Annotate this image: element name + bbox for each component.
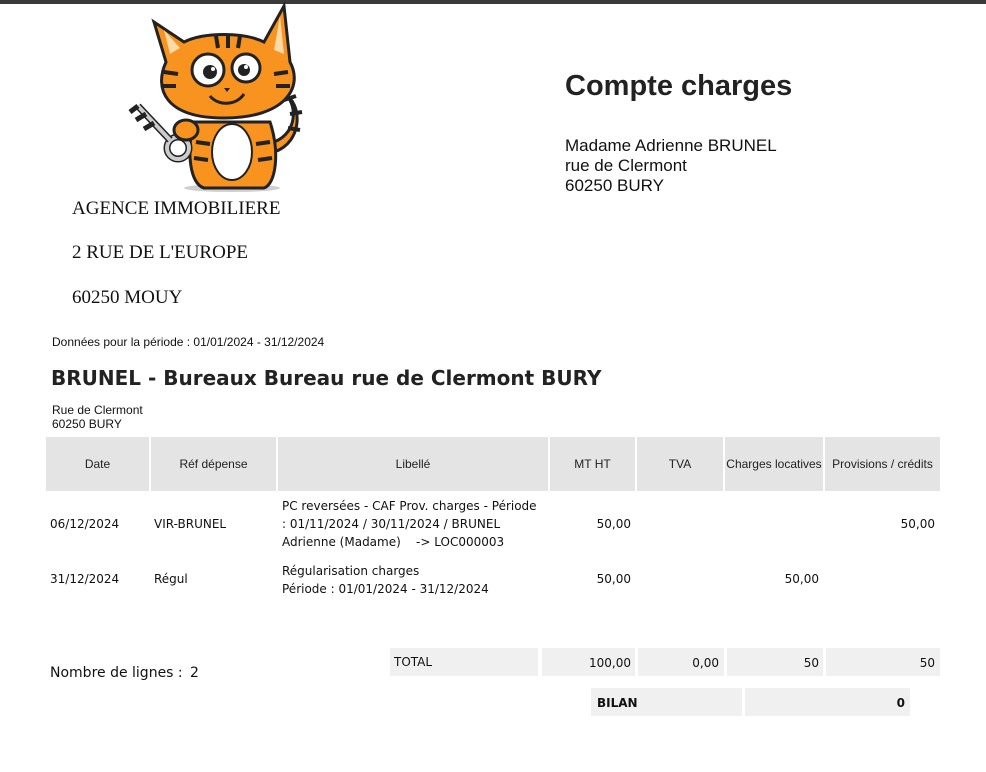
bilan-label: BILAN <box>597 696 638 710</box>
agency-name: AGENCE IMMOBILIERE <box>72 198 281 219</box>
total-charges: 50 <box>803 656 819 670</box>
column-header-charges: Charges locatives <box>725 437 823 491</box>
column-header-mt-ht: MT HT <box>550 437 635 491</box>
row-mt-ht: 50,00 <box>596 517 631 531</box>
total-label: TOTAL <box>394 655 433 669</box>
agency-city: 60250 MOUY <box>72 287 183 308</box>
property-city: 60250 BURY <box>52 417 122 431</box>
recipient-street: rue de Clermont <box>565 156 687 175</box>
row-date: 06/12/2024 <box>50 517 120 531</box>
column-header-date: Date <box>46 437 149 491</box>
line-count-label: Nombre de lignes : <box>50 665 183 681</box>
agency-logo-cat-icon <box>124 2 320 194</box>
row-provisions: 50,00 <box>900 517 935 531</box>
row-ref: VIR-BRUNEL <box>154 517 227 531</box>
column-header-tva: TVA <box>637 437 723 491</box>
column-header-provisions: Provisions / crédits <box>825 437 940 491</box>
total-provisions: 50 <box>919 656 935 670</box>
agency-street: 2 RUE DE L'EUROPE <box>72 242 249 263</box>
column-header-libelle: Libellé <box>278 437 548 491</box>
row-charges: 50,00 <box>784 572 819 586</box>
row-mt-ht: 50,00 <box>596 572 631 586</box>
total-tva: 0,00 <box>692 656 719 670</box>
property-street: Rue de Clermont <box>52 403 143 417</box>
row-libelle: Régularisation charges Période : 01/01/2024 - 31/12/2024 <box>282 564 489 596</box>
row-ref: Régul <box>154 572 188 586</box>
line-count-value: 2 <box>190 665 199 681</box>
row-libelle: PC reversées - CAF Prov. charges - Période : 01/11/2024 / 30/11/2024 / BRUNEL Adrienne (Madame) -> LOC000003 <box>282 499 537 549</box>
property-title: BRUNEL - Bureaux Bureau rue de Clermont BURY <box>51 366 602 390</box>
row-date: 31/12/2024 <box>50 572 120 586</box>
total-mt-ht: 100,00 <box>589 656 631 670</box>
document-title: Compte charges <box>565 70 793 102</box>
recipient-city: 60250 BURY <box>565 176 664 195</box>
column-header-ref: Réf dépense <box>151 437 276 491</box>
period-text: Données pour la période : 01/01/2024 - 31/12/2024 <box>52 335 325 349</box>
recipient-name: Madame Adrienne BRUNEL <box>565 136 777 155</box>
bilan-value: 0 <box>896 696 905 710</box>
